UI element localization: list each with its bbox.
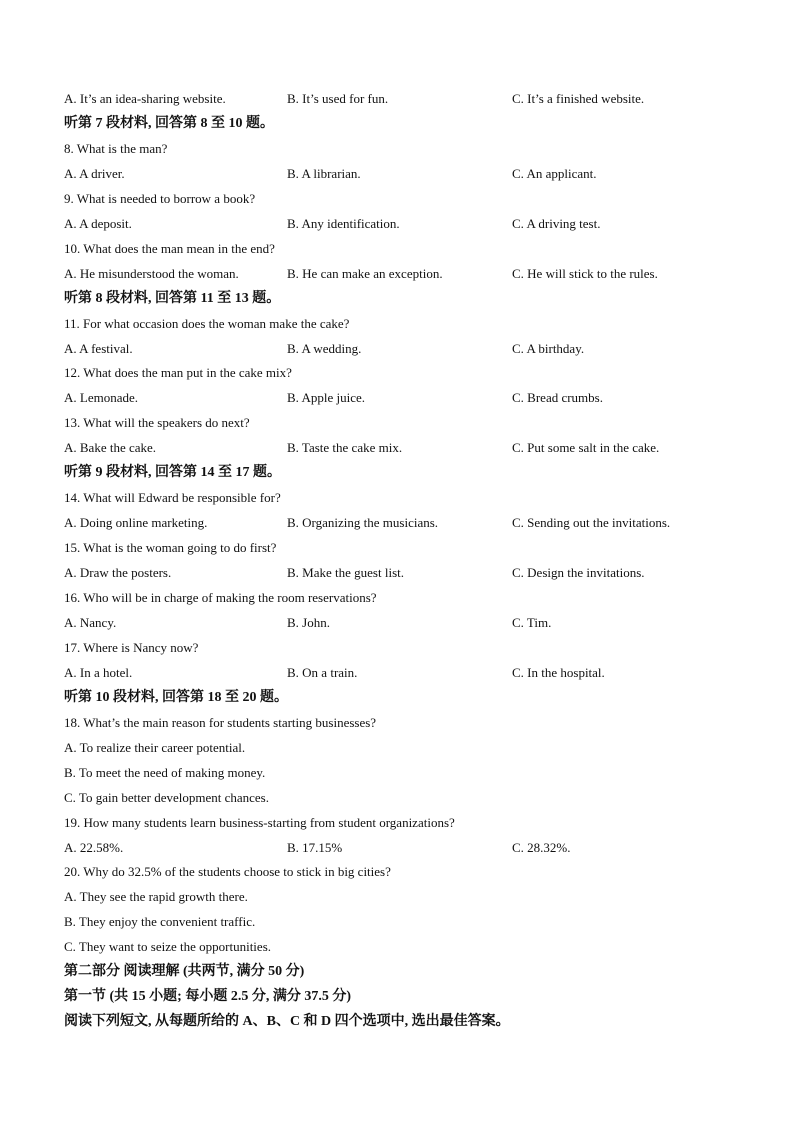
option-a: A. Doing online marketing. (64, 515, 208, 531)
section-heading: 听第 8 段材料, 回答第 11 至 13 题。 (64, 290, 281, 306)
options-row (64, 164, 744, 184)
option-line: A. They see the rapid growth there. (64, 889, 248, 905)
option-c: C. A birthday. (512, 340, 585, 356)
option-c: C. In the hospital. (512, 664, 605, 680)
question-text: 18. What’s the main reason for students starting businesses? (64, 714, 377, 730)
options-row (64, 89, 744, 109)
option-a: A. A festival. (64, 340, 133, 356)
options-row (64, 438, 744, 458)
option-b: B. He can make an exception. (287, 265, 443, 281)
section-heading: 听第 9 段材料, 回答第 14 至 17 题。 (64, 465, 281, 481)
question-text: 12. What does the man put in the cake mix? (64, 365, 292, 381)
options-row (64, 838, 744, 858)
question-text: 14. What will Edward be responsible for? (64, 490, 281, 506)
option-b: B. A librarian. (287, 165, 361, 181)
option-a: A. A deposit. (64, 215, 132, 231)
question-text: 11. For what occasion does the woman make the cake? (64, 315, 350, 331)
options-row (64, 388, 744, 408)
option-b: B. John. (287, 614, 330, 630)
option-c: C. An applicant. (512, 165, 597, 181)
section-heading: 听第 10 段材料, 回答第 18 至 20 题。 (64, 689, 288, 705)
option-c: C. Put some salt in the cake. (512, 440, 660, 456)
option-c: C. He will stick to the rules. (512, 265, 658, 281)
section-heading: 第二部分 阅读理解 (共两节, 满分 50 分) (64, 964, 305, 980)
question-text: 13. What will the speakers do next? (64, 415, 250, 431)
option-c: C. A driving test. (512, 215, 601, 231)
option-a: A. In a hotel. (64, 664, 133, 680)
option-b: B. Taste the cake mix. (287, 440, 403, 456)
question-text: 8. What is the man? (64, 140, 168, 156)
option-c: C. 28.32%. (512, 839, 571, 855)
option-a: A. A driver. (64, 165, 125, 181)
question-text: 15. What is the woman going to do first? (64, 540, 277, 556)
option-a: A. Lemonade. (64, 390, 139, 406)
question-text: 19. How many students learn business-starting from student organizations? (64, 814, 455, 830)
options-row (64, 563, 744, 583)
option-b: B. On a train. (287, 664, 358, 680)
question-text: 17. Where is Nancy now? (64, 639, 199, 655)
option-b: B. Make the guest list. (287, 565, 404, 580)
options-row (64, 613, 744, 633)
option-a: A. 22.58%. (64, 839, 124, 855)
question-text: 9. What is needed to borrow a book? (64, 190, 256, 206)
option-b: B. 17.15% (287, 839, 343, 855)
options-row (64, 214, 744, 234)
option-c: C. It’s a finished website. (512, 91, 645, 106)
option-line: B. They enjoy the convenient traffic. (64, 914, 256, 930)
options-row (64, 663, 744, 683)
option-line: C. To gain better development chances. (64, 789, 269, 805)
options-row (64, 513, 744, 533)
option-c: C. Tim. (512, 614, 552, 630)
question-text: 16. Who will be in charge of making the room reservations? (64, 590, 377, 605)
option-c: C. Design the invitations. (512, 565, 645, 580)
option-a: A. It’s an idea-sharing website. (64, 91, 226, 106)
option-a: A. He misunderstood the woman. (64, 265, 239, 281)
option-c: C. Bread crumbs. (512, 390, 603, 406)
option-b: B. Any identification. (287, 215, 400, 231)
option-a: A. Nancy. (64, 614, 117, 630)
option-b: B. It’s used for fun. (287, 91, 389, 106)
option-line: C. They want to seize the opportunities. (64, 939, 271, 955)
section-heading: 听第 7 段材料, 回答第 8 至 10 题。 (64, 116, 274, 131)
option-line: B. To meet the need of making money. (64, 764, 266, 780)
section-heading: 第一节 (共 15 小题; 每小题 2.5 分, 满分 37.5 分) (64, 989, 351, 1005)
option-a: A. Bake the cake. (64, 440, 157, 456)
option-b: B. Apple juice. (287, 390, 365, 406)
option-line: A. To realize their career potential. (64, 739, 246, 755)
question-text: 10. What does the man mean in the end? (64, 240, 275, 256)
question-text: 20. Why do 32.5% of the students choose to stick in big cities? (64, 864, 391, 880)
option-b: B. A wedding. (287, 340, 362, 356)
section-heading: 阅读下列短文, 从每题所给的 A、B、C 和 D 四个选项中, 选出最佳答案。 (64, 1014, 510, 1030)
options-row (64, 339, 744, 359)
options-row (64, 264, 744, 284)
option-b: B. Organizing the musicians. (287, 515, 439, 531)
option-a: A. Draw the posters. (64, 565, 172, 580)
option-c: C. Sending out the invitations. (512, 515, 671, 531)
